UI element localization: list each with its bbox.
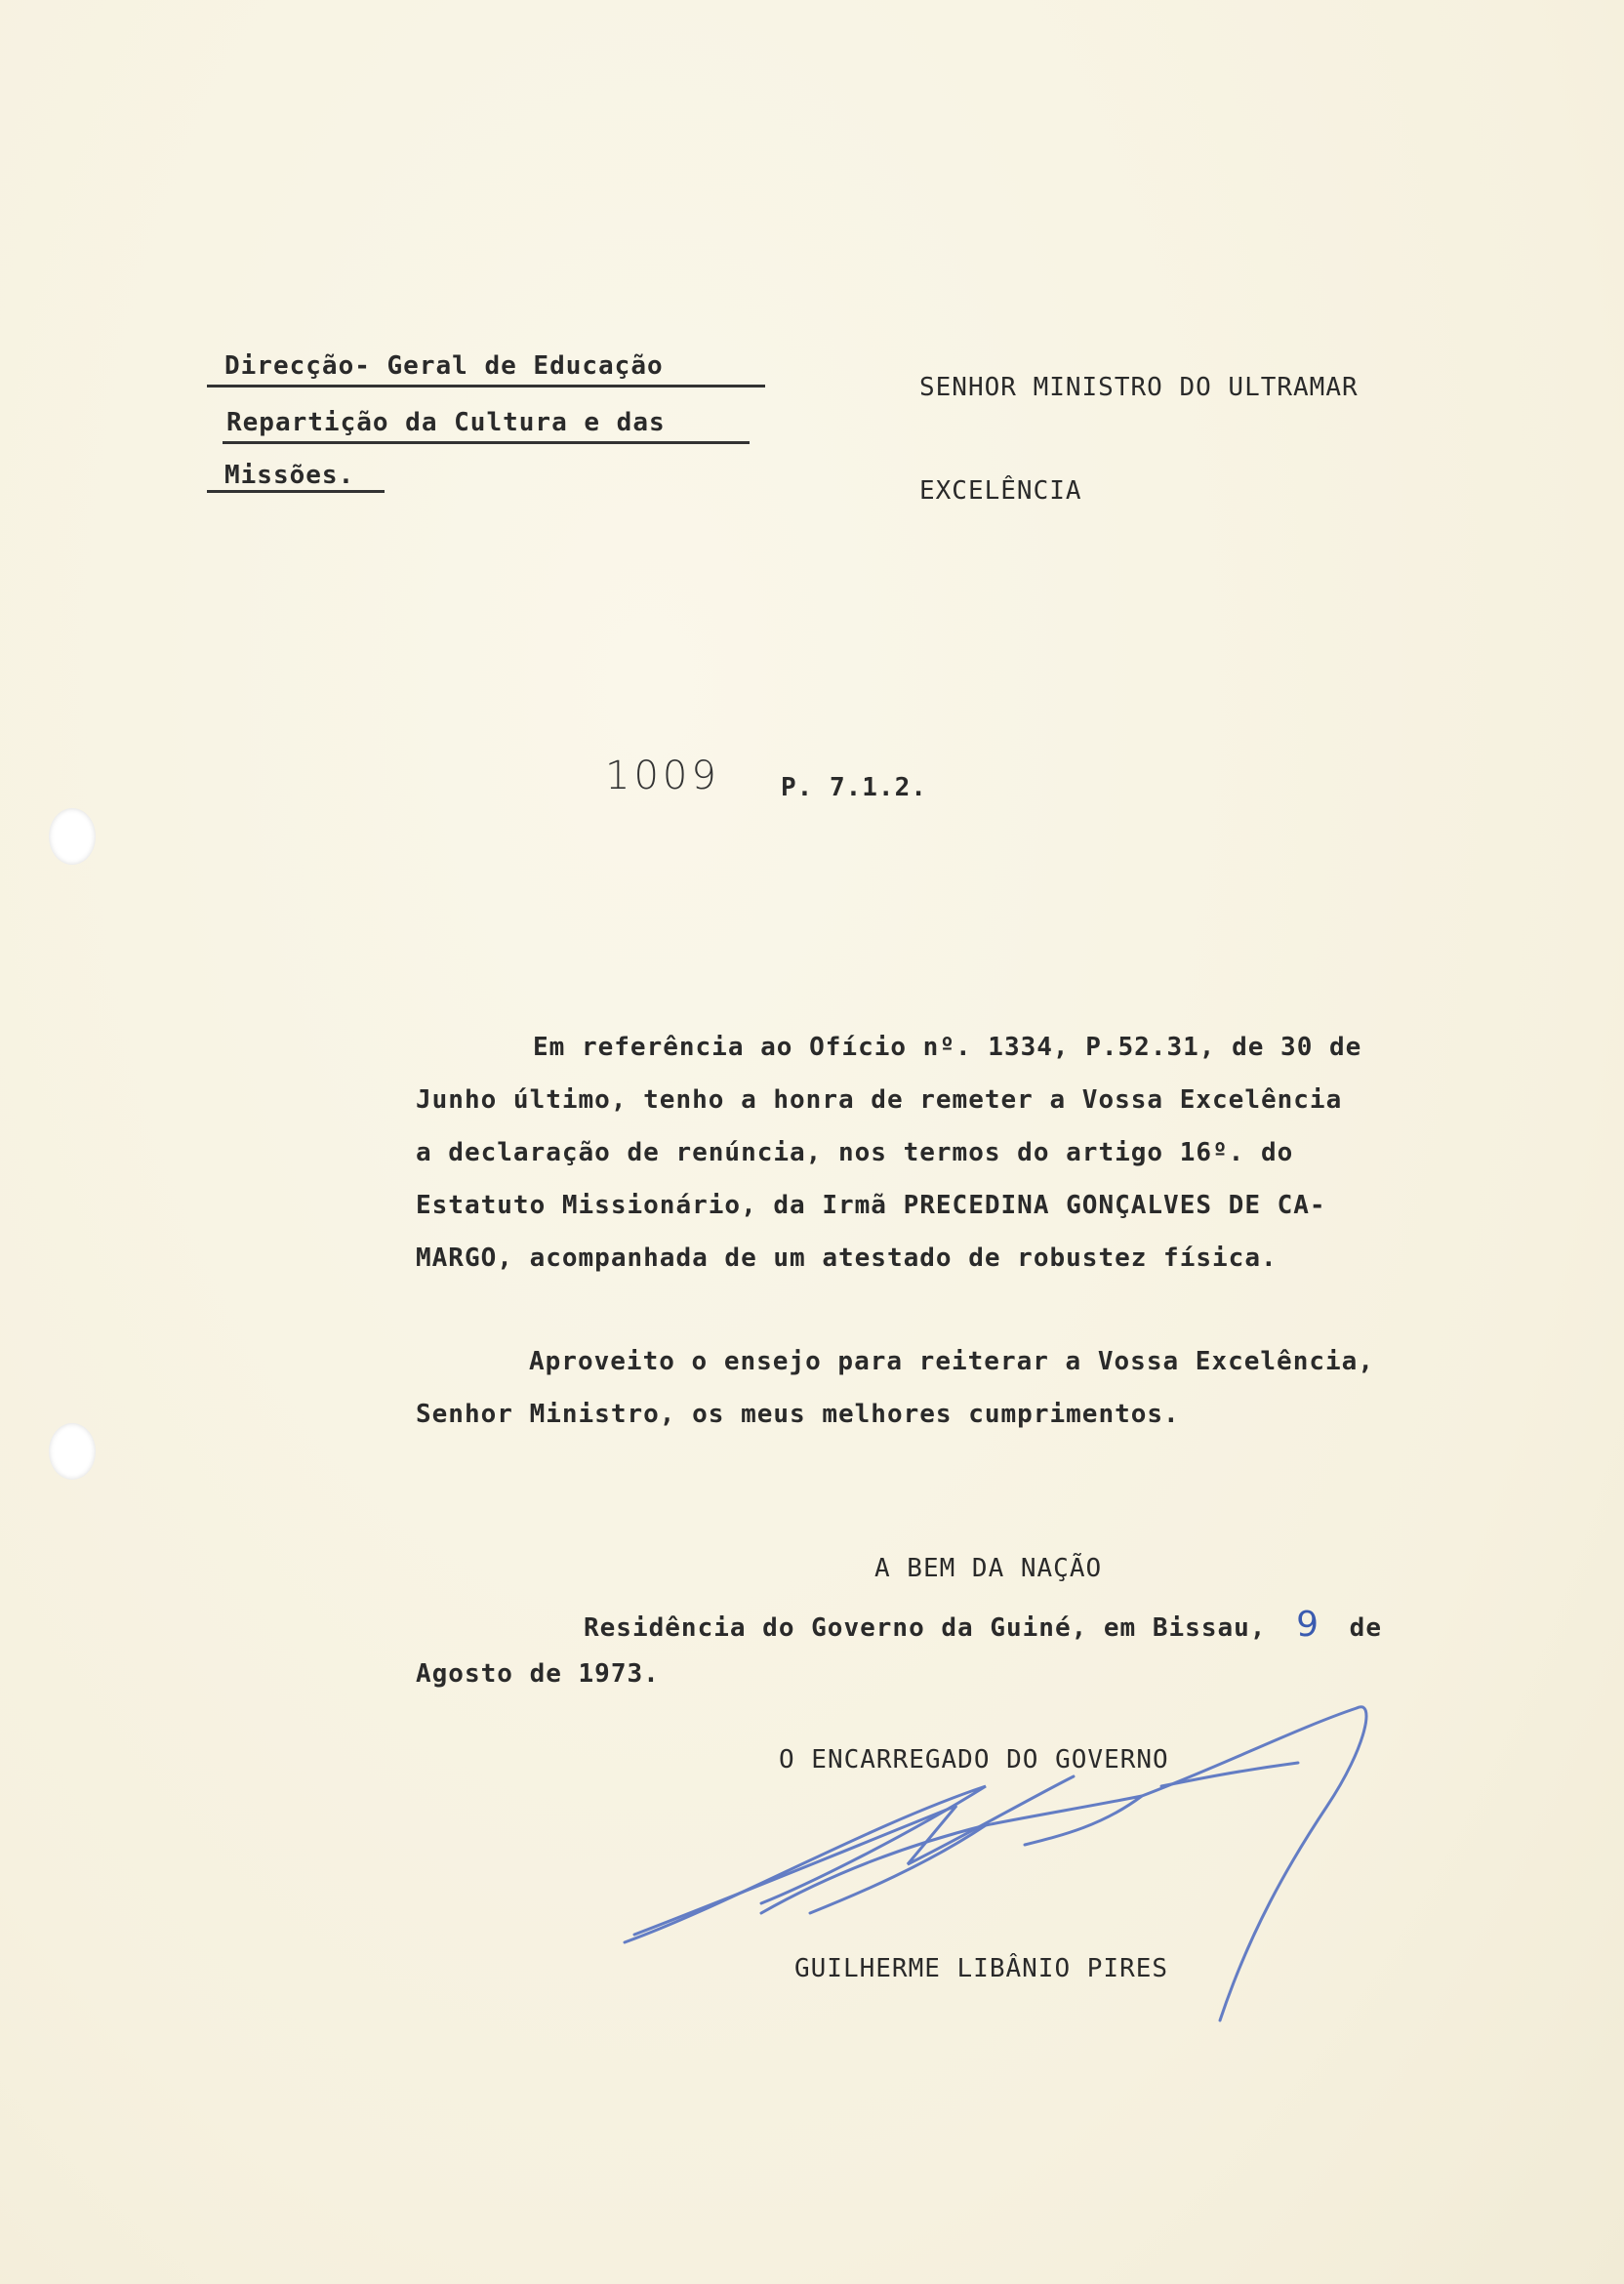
department-underline-1	[207, 385, 765, 387]
place-line-end: de	[1349, 1613, 1382, 1643]
paragraph-1-line: a declaração de renúncia, nos termos do artigo 16º. do	[416, 1138, 1294, 1167]
body-paragraph-2	[416, 1335, 1509, 1441]
paragraph-1-line: Junho último, tenho a honra de remeter a Vossa Excelência	[416, 1085, 1343, 1115]
place-line	[584, 1605, 1382, 1645]
signature-icon	[615, 1669, 1386, 2040]
department-underline-2	[223, 441, 750, 444]
punch-hole-bottom	[49, 1423, 96, 1480]
paragraph-1-line: MARGO, acompanhada de um atestado de robustez física.	[416, 1244, 1278, 1273]
punch-hole-top	[49, 808, 96, 865]
paragraph-2-line: Aproveito o ensejo para reiterar a Vossa Excelência,	[529, 1347, 1374, 1376]
process-number: P. 7.1.2.	[781, 773, 927, 802]
handwritten-day: 9	[1296, 1605, 1320, 1645]
paragraph-2-line: Senhor Ministro, os meus melhores cumprimentos.	[416, 1400, 1180, 1429]
motto: A BEM DA NAÇÃO	[874, 1554, 1103, 1583]
paragraph-1-line: Estatuto Missionário, da Irmã PRECEDINA GONÇALVES DE CA-	[416, 1191, 1326, 1220]
place-line-start: Residência do Governo da Guiné, em Bissau,	[584, 1613, 1267, 1643]
reference-number: 1009	[605, 754, 720, 798]
department-line-3: Missões.	[224, 461, 355, 490]
department-line-2: Repartição da Cultura e das	[226, 408, 666, 437]
date-line: Agosto de 1973.	[416, 1659, 660, 1689]
governor-name: GUILHERME LIBÂNIO PIRES	[794, 1954, 1169, 1983]
paragraph-1-line: Em referência ao Ofício nº. 1334, P.52.31, de 30 de	[533, 1033, 1362, 1062]
department-underline-3	[207, 490, 385, 493]
salutation: EXCELÊNCIA	[919, 476, 1082, 506]
department-line-1: Direcção- Geral de Educação	[224, 351, 664, 381]
governor-title: O ENCARREGADO DO GOVERNO	[779, 1745, 1169, 1774]
body-paragraph-1	[416, 1021, 1509, 1285]
addressee: SENHOR MINISTRO DO ULTRAMAR	[919, 373, 1359, 402]
